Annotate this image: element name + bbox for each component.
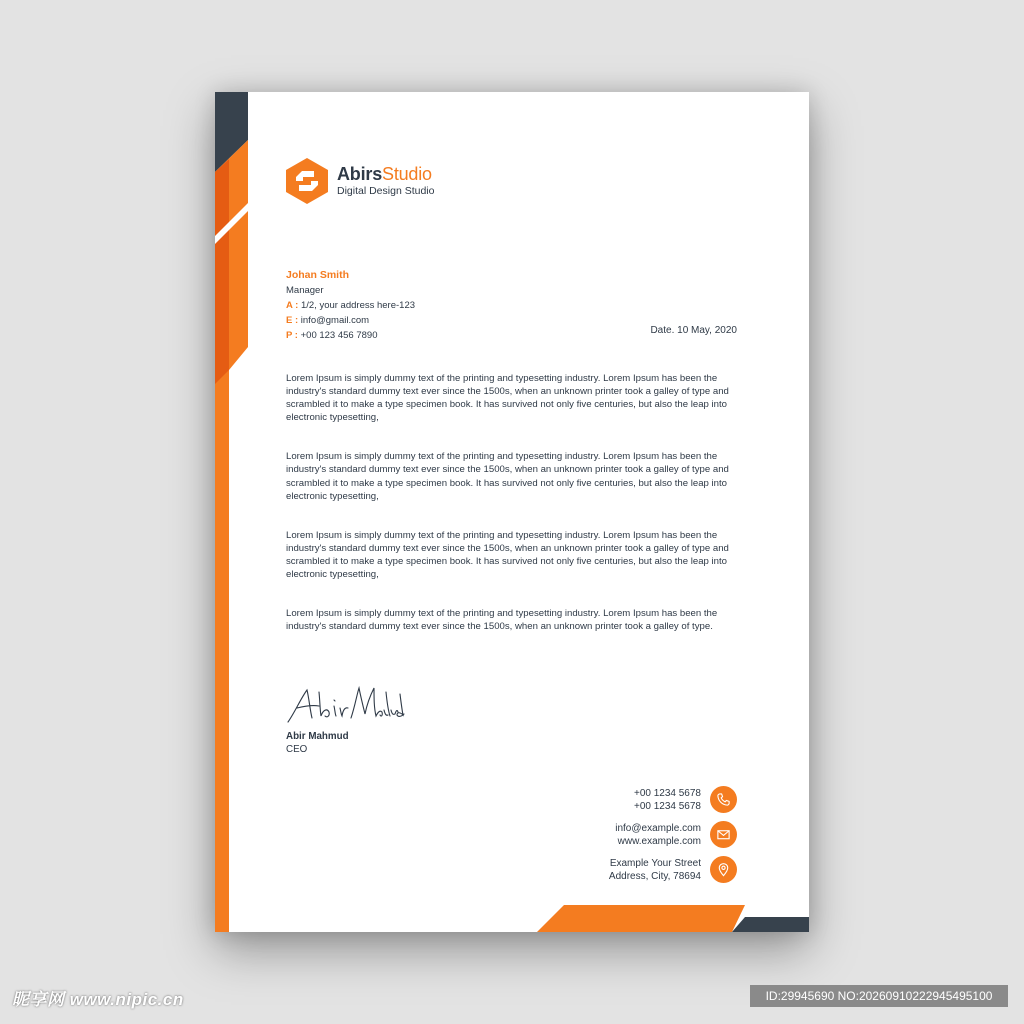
body-paragraph: Lorem Ipsum is simply dummy text of the printing and typesetting industry. Lorem Ipsum has been the industry's standard dummy text ever since the 1500s, when an unknown printer took a galley of type and scrambled it to make a type specimen book. It has survived not only five centuries, but also the leap into electronic typesetting, [286, 451, 729, 502]
brand-tagline: Digital Design Studio [337, 185, 435, 198]
body-paragraph: Lorem Ipsum is simply dummy text of the printing and typesetting industry. Lorem Ipsum has been the industry's standard dummy text ever since the 1500s, when an unknown printer took a galley of type and scrambled it to make a type specimen book. It has survived not only five centuries, but also the leap into electronic typesetting, [286, 529, 729, 581]
signer-block [286, 730, 349, 756]
brand-logo [285, 157, 434, 205]
contact-street: Example Your Street [609, 857, 701, 869]
contact-phone-1: +00 1234 5678 [633, 787, 701, 799]
sender-block [286, 268, 415, 343]
contact-address-row [477, 856, 737, 883]
watermark-right: ID:29945690 NO:20260910222945495100 [750, 985, 1008, 1007]
phone-icon [710, 786, 737, 813]
orange-bottom-bar [537, 905, 745, 932]
brand-name-second: Studio [382, 164, 432, 185]
contact-email-row [477, 821, 737, 848]
sender-role: Manager [286, 285, 324, 296]
sender-phone-row [286, 328, 415, 343]
watermark-left: 昵享网 www.nipic.cn [12, 990, 184, 1009]
brand-name [337, 165, 434, 183]
email-label: E : [286, 315, 299, 326]
sender-email-row [286, 313, 415, 328]
letterhead-sheet [215, 92, 809, 932]
sender-address-row [286, 298, 415, 313]
orange-inner-strip [215, 159, 229, 384]
letter-date: Date. 10 May, 2020 [650, 325, 737, 336]
footer-contacts [477, 786, 737, 891]
handwritten-signature [285, 684, 410, 726]
hexagon-s-logo-icon [285, 157, 329, 205]
sender-address: 1/2, your address here-123 [300, 300, 416, 311]
phone-label: P : [286, 330, 298, 341]
envelope-icon [710, 821, 737, 848]
contact-website: www.example.com [617, 835, 701, 847]
contact-phone-2: +00 1234 5678 [633, 800, 701, 812]
contact-phone-row [477, 786, 737, 813]
contact-city: Address, City, 78694 [608, 870, 701, 882]
body-paragraph: Lorem Ipsum is simply dummy text of the printing and typesetting industry. Lorem Ipsum has been the industry's standard dummy text ever since the 1500s, when an unknown printer took a galley of type. [286, 608, 718, 633]
sender-phone: +00 123 456 7890 [300, 330, 378, 341]
address-label: A : [286, 300, 299, 311]
dark-bottom-bar [732, 917, 809, 932]
signer-name: Abir Mahmud [286, 731, 349, 742]
contact-email: info@example.com [615, 822, 701, 834]
letter-body [286, 372, 741, 659]
sender-name: Johan Smith [286, 269, 350, 281]
body-paragraph: Lorem Ipsum is simply dummy text of the printing and typesetting industry. Lorem Ipsum has been the industry's standard dummy text ever since the 1500s, when an unknown printer took a galley of type and scrambled it to make a type specimen book. It has survived not only five centuries, but also the leap into electronic typesetting, [286, 373, 729, 424]
sender-email: info@gmail.com [300, 315, 370, 326]
location-pin-icon [710, 856, 737, 883]
signer-title: CEO [286, 744, 308, 755]
brand-name-first: Abirs [337, 164, 383, 185]
